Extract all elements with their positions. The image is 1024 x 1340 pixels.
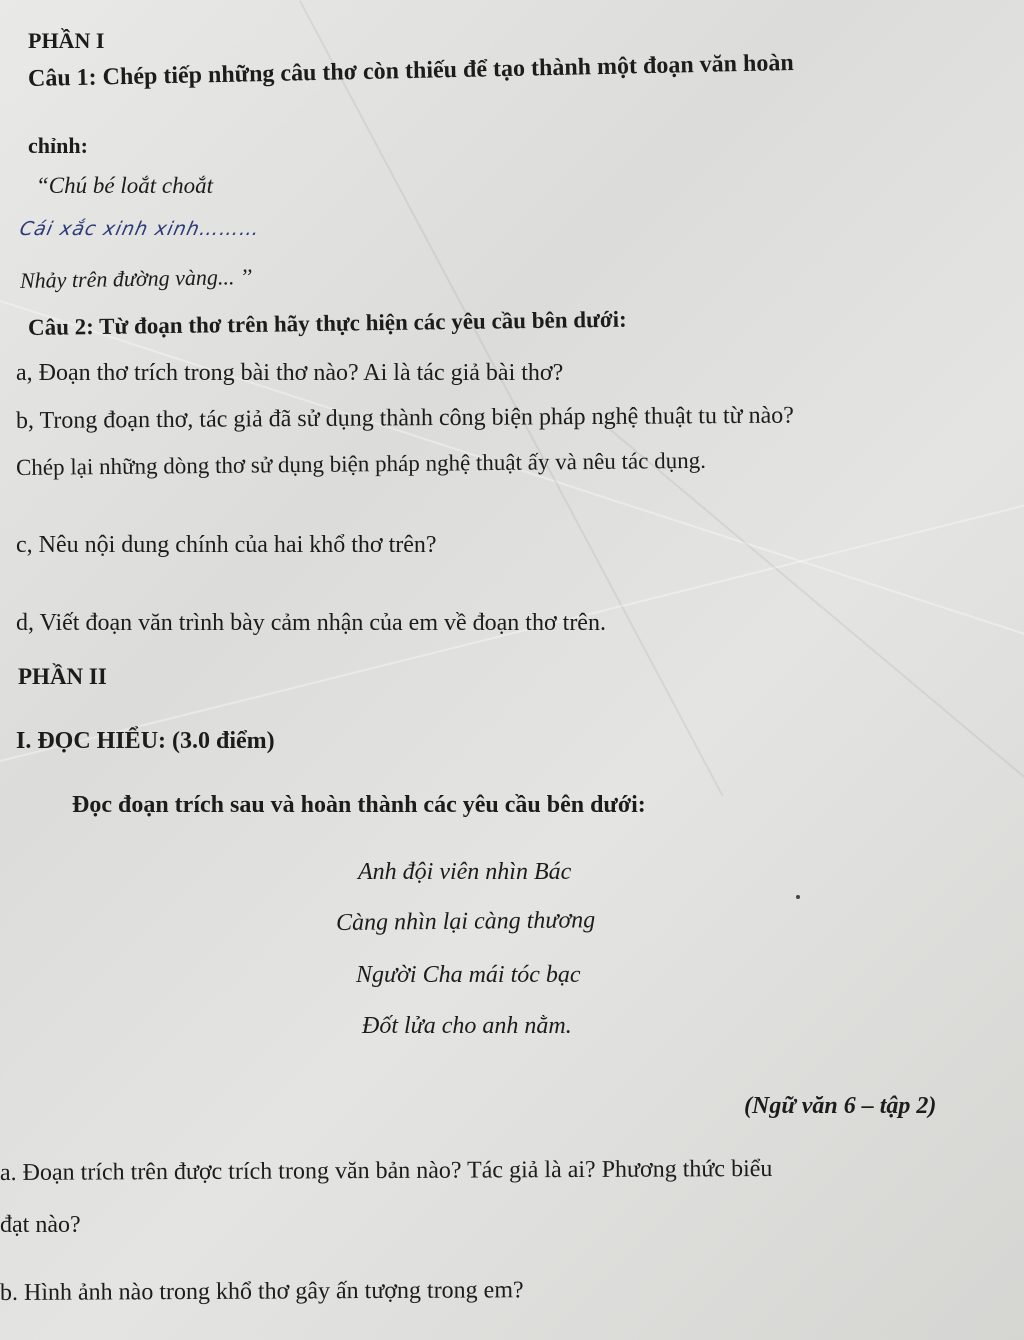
poem-line: Nhảy trên đường vàng... ’’: [19, 263, 253, 293]
excerpt-poem-line: Người Cha mái tóc bạc: [356, 962, 581, 988]
question2-text: Câu 2: Từ đoạn thơ trên hãy thực hiện các yêu cầu bên dưới:: [27, 306, 627, 340]
question1-text-cont: chỉnh:: [28, 133, 88, 158]
question2d-text: d, Viết đoạn văn trình bày cảm nhận của em về đoạn thơ trên.: [16, 610, 606, 636]
part2-heading: PHẦN II: [18, 664, 107, 689]
question-a-text: a. Đoạn trích trên được trích trong văn bản nào? Tác giả là ai? Phương thức biểu: [0, 1155, 773, 1186]
excerpt-poem-line: Càng nhìn lại càng thương: [335, 907, 596, 936]
poem-line: “Chú bé loắt choắt: [36, 173, 213, 198]
question-a-text-cont: đạt nào?: [0, 1212, 81, 1238]
excerpt-poem-line: Đốt lửa cho anh nằm.: [362, 1013, 572, 1039]
paper-crease: [299, 1, 723, 797]
excerpt-source: (Ngữ văn 6 – tập 2): [744, 1093, 937, 1119]
question2a-text: a, Đoạn thơ trích trong bài thơ nào? Ai là tác giả bài thơ?: [16, 360, 564, 386]
reading-section-title: I. ĐỌC HIỂU: (3.0 điểm): [16, 728, 275, 754]
handwritten-answer: Cái xắc xinh xinh………: [17, 218, 263, 240]
question2b-text-cont: Chép lại những dòng thơ sử dụng biện pháp nghệ thuật ấy và nêu tác dụng.: [15, 447, 707, 480]
question-b-text: b. Hình ảnh nào trong khổ thơ gây ấn tượng trong em?: [0, 1277, 524, 1306]
question1-text: Câu 1: Chép tiếp những câu thơ còn thiếu để tạo thành một đoạn văn hoàn: [27, 49, 794, 92]
paper-crease: [599, 420, 1024, 871]
ink-dot: [796, 895, 800, 899]
question2c-text: c, Nêu nội dung chính của hai khổ thơ trên?: [16, 532, 437, 558]
excerpt-poem-line: Anh đội viên nhìn Bác: [358, 859, 572, 885]
question2b-text: b, Trong đoạn thơ, tác giả đã sử dụng thành công biện pháp nghệ thuật tu từ nào?: [15, 402, 794, 434]
reading-instruction: Đọc đoạn trích sau và hoàn thành các yêu cầu bên dưới:: [72, 792, 646, 818]
part1-heading: PHẦN I: [28, 28, 105, 53]
